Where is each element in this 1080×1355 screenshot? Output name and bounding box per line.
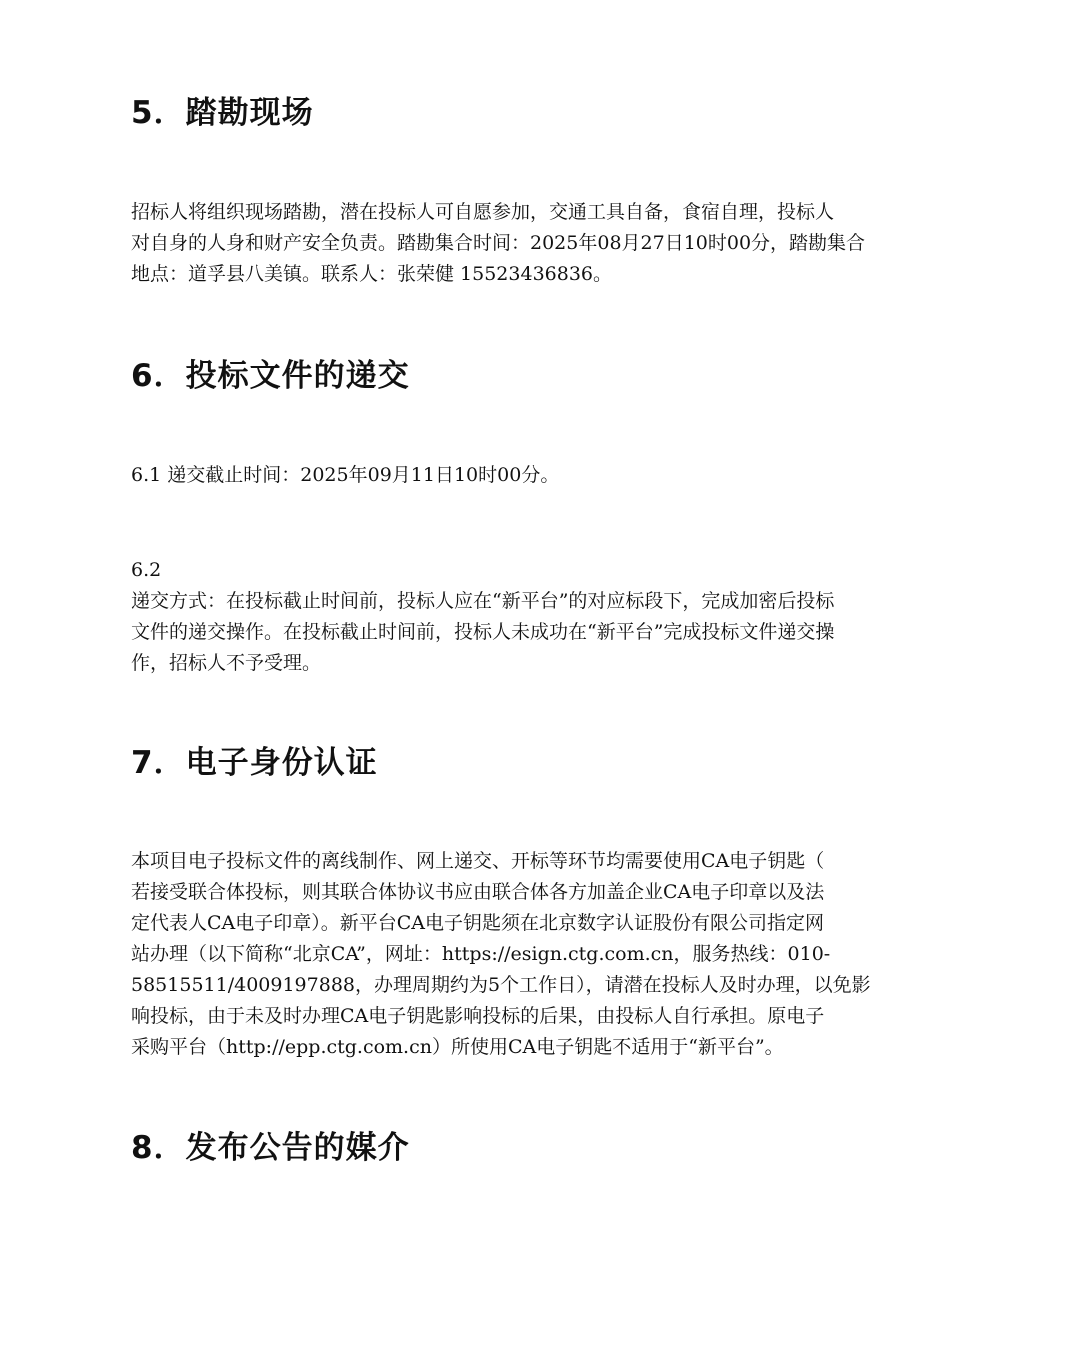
section-7-paragraph — [131, 846, 937, 1063]
paragraph-line: 本项目电子投标文件的离线制作、网上递交、开标等环节均需要使用CA电子钥匙（ — [131, 850, 825, 872]
paragraph-line: 地点：道孚县八美镇。联系人：张荣健 15523436836。 — [131, 263, 613, 285]
section-7-heading: 7．电子身份认证 — [131, 745, 378, 781]
section-5-paragraph — [131, 197, 937, 290]
paragraph-line: 文件的递交操作。在投标截止时间前，投标人未成功在“新平台”完成投标文件递交操 — [131, 621, 835, 643]
paragraph-line: 对自身的人身和财产安全负责。踏勘集合时间：2025年08月27日10时00分，踏勘集合 — [131, 232, 866, 254]
paragraph-line: 站办理（以下简称“北京CA”，网址：https://esign.ctg.com.cn，服务热线：010- — [131, 943, 831, 965]
paragraph-line: 若接受联合体投标，则其联合体协议书应由联合体各方加盖企业CA电子印章以及法 — [131, 881, 825, 903]
section-8-heading: 8．发布公告的媒介 — [131, 1130, 410, 1166]
paragraph-line: 58515511/4009197888，办理周期约为5个工作日），请潜在投标人及时办理，以免影 — [131, 974, 871, 996]
paragraph-line: 采购平台（http://epp.ctg.com.cn）所使用CA电子钥匙不适用于“新平台”。 — [131, 1036, 784, 1058]
section-6-1-paragraph — [131, 460, 937, 491]
paragraph-line: 响投标，由于未及时办理CA电子钥匙影响投标的后果，由投标人自行承担。原电子 — [131, 1005, 825, 1027]
section-6-2-paragraph — [131, 555, 937, 679]
paragraph-line: 招标人将组织现场踏勘，潜在投标人可自愿参加，交通工具自备，食宿自理，投标人 — [131, 201, 835, 223]
paragraph-line: 定代表人CA电子印章）。新平台CA电子钥匙须在北京数字认证股份有限公司指定网 — [131, 912, 825, 934]
paragraph-line: 6.2 — [131, 559, 162, 581]
paragraph-line: 作，招标人不予受理。 — [131, 652, 322, 674]
section-6-heading: 6．投标文件的递交 — [131, 358, 410, 394]
paragraph-line: 6.1 递交截止时间：2025年09月11日10时00分。 — [131, 464, 560, 486]
paragraph-line: 递交方式：在投标截止时间前，投标人应在“新平台”的对应标段下，完成加密后投标 — [131, 590, 835, 612]
section-5-heading: 5．踏勘现场 — [131, 95, 314, 131]
